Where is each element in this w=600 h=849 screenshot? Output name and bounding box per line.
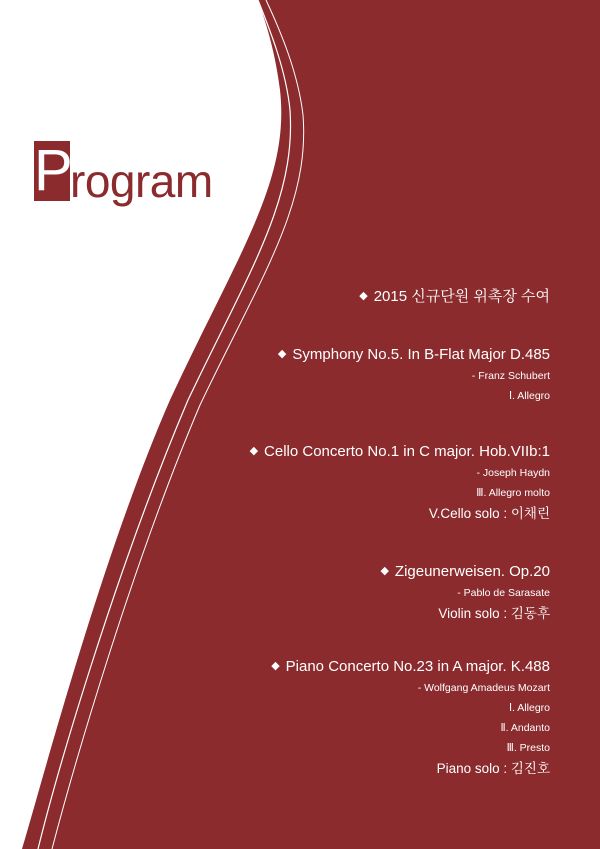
soloist: Piano solo : 김진호 <box>436 761 550 776</box>
title-initial: P <box>34 138 73 203</box>
program-item-5 <box>271 655 550 780</box>
composer: - Franz Schubert <box>471 370 550 382</box>
soloist: V.Cello solo : 이채린 <box>428 506 550 521</box>
diamond-bullet-icon: ◆ <box>249 445 259 457</box>
diamond-bullet-icon: ◆ <box>271 660 280 672</box>
program-title-1: 2015 신규단원 위촉장 수여 <box>373 288 550 305</box>
composer: - Pablo de Sarasate <box>457 587 550 599</box>
program-item-3 <box>250 440 550 525</box>
movement: Ⅰ. Allegro <box>508 702 550 714</box>
program-title-2: Symphony No.5. In B-Flat Major D.485 <box>292 346 550 363</box>
movement: Ⅱ. Andanto <box>500 722 550 734</box>
program-item-4 <box>380 560 550 625</box>
title-rest: rogram <box>70 155 213 207</box>
composer: - Joseph Haydn <box>476 467 550 479</box>
movement: Ⅲ. Presto <box>506 742 550 754</box>
program-title-3: Cello Concerto No.1 in C major. Hob.VIIb:1 <box>264 443 550 460</box>
program-title-4: Zigeunerweisen. Op.20 <box>394 563 550 580</box>
diamond-bullet-icon: ◆ <box>359 290 368 302</box>
soloist: Violin solo : 김동후 <box>438 606 550 621</box>
composer: - Wolfgang Amadeus Mozart <box>417 682 550 694</box>
program-item-2 <box>278 343 550 406</box>
program-item-1 <box>359 285 550 308</box>
program-title <box>34 140 213 210</box>
diamond-bullet-icon: ◆ <box>277 348 287 360</box>
movement: Ⅲ. Allegro molto <box>476 487 550 499</box>
diamond-bullet-icon: ◆ <box>380 565 389 577</box>
movement: Ⅰ. Allegro <box>508 390 550 402</box>
program-title-5: Piano Concerto No.23 in A major. K.488 <box>285 658 550 675</box>
